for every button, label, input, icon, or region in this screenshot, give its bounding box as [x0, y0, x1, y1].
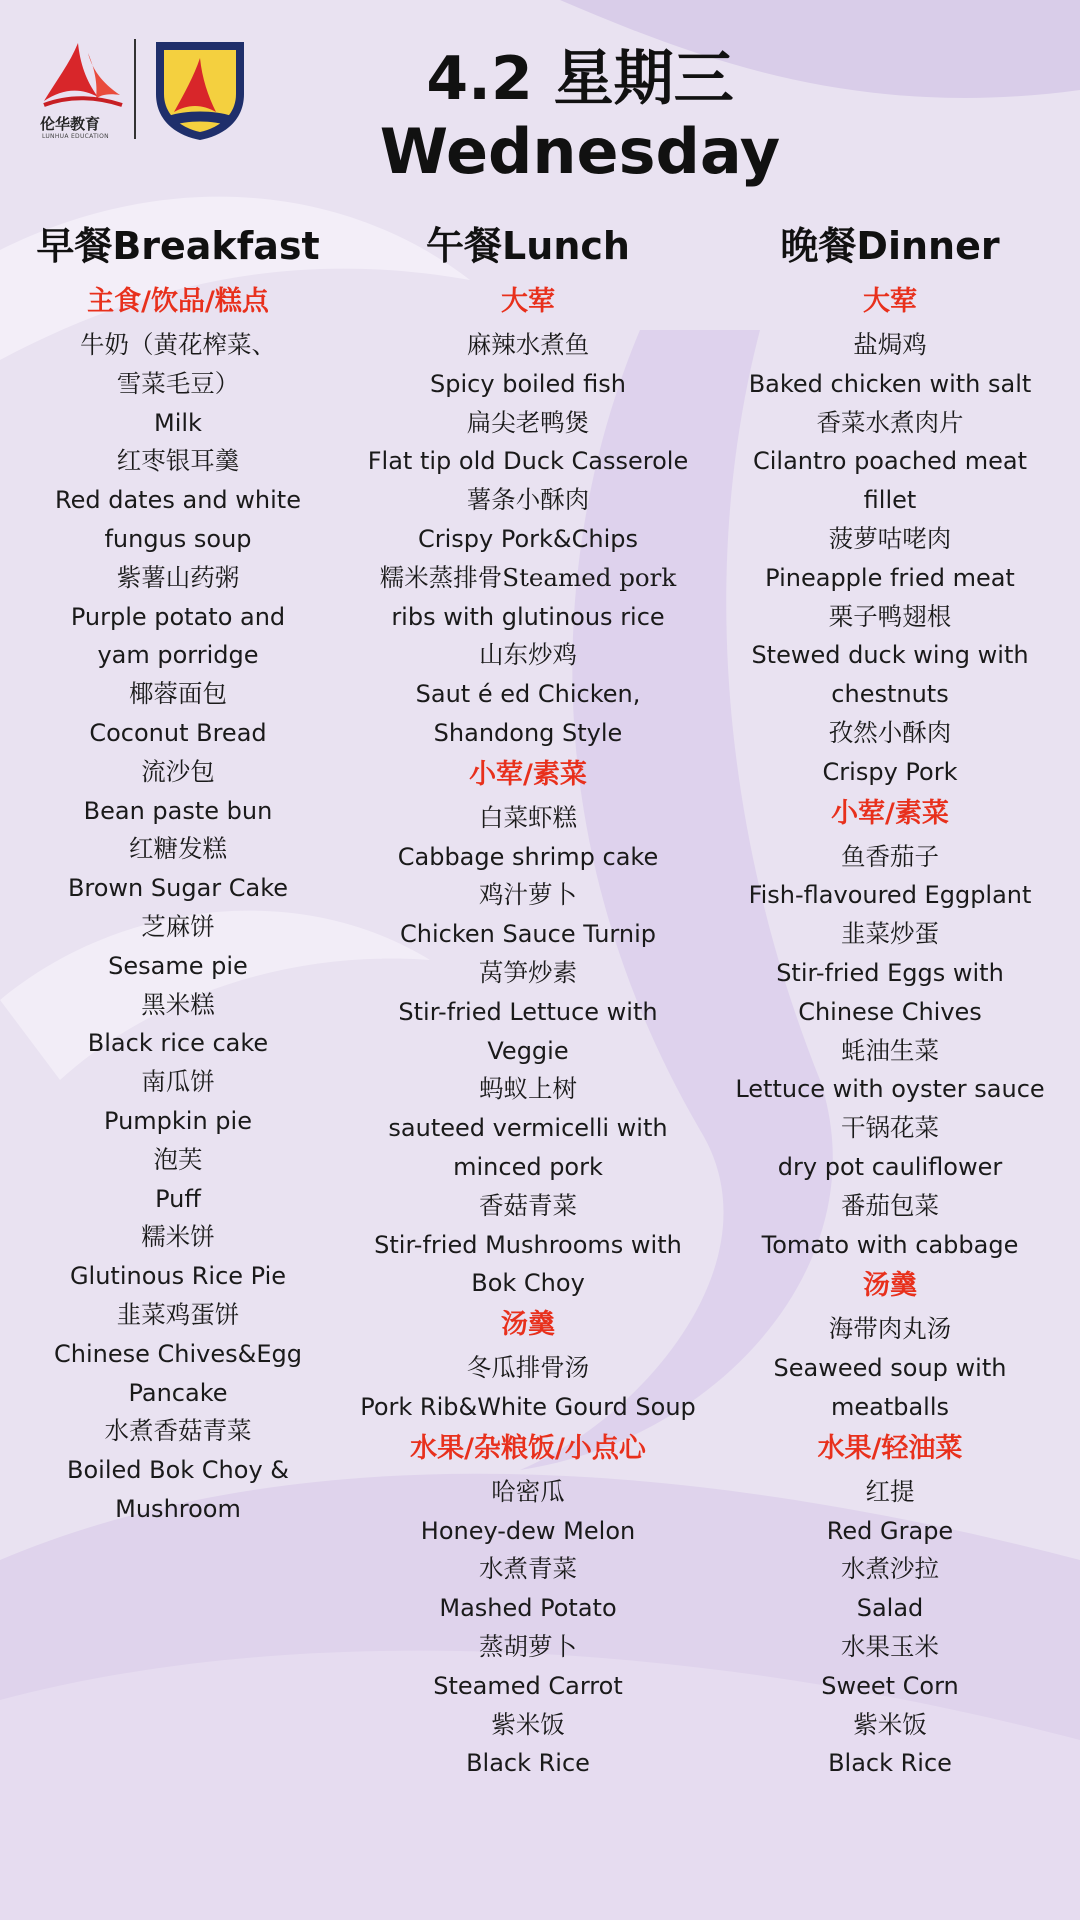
menu-item: Boiled Bok Choy & [67, 1456, 289, 1485]
lunch-title: 午餐Lunch [426, 224, 630, 268]
menu-item: 红提 [865, 1476, 915, 1506]
section-heading: 水果/杂粮饭/小点心 [410, 1432, 646, 1464]
menu-item: 鱼香茄子 [841, 841, 939, 871]
menu-item: 韭菜炒蛋 [841, 919, 939, 949]
menu-item: 牛奶（黄花榨菜、 [80, 330, 276, 359]
menu-item: Chinese Chives&Egg [54, 1339, 302, 1368]
menu-item: 海带肉丸汤 [828, 1314, 952, 1344]
menu-item: 蚂蚁上树 [479, 1074, 577, 1104]
menu-item: Stewed duck wing with [751, 641, 1029, 670]
section-heading: 汤羹 [863, 1270, 917, 1302]
menu-item: Baked chicken with salt [748, 369, 1032, 398]
menu-item: Brown Sugar Cake [67, 874, 289, 903]
menu-item: 香菇青菜 [479, 1190, 577, 1220]
section-heading: 汤羹 [501, 1309, 555, 1341]
menu-item: 雪菜毛豆） [116, 368, 240, 398]
menu-item: 流沙包 [141, 756, 215, 786]
logo-group [40, 36, 250, 142]
menu-item: Red dates and white [55, 486, 301, 515]
menu-item: 盐焗鸡 [853, 330, 927, 359]
section-heading: 小荤/素菜 [469, 758, 587, 790]
menu-item: ribs with glutinous rice [391, 602, 665, 631]
date-title: 4.2 星期三 [426, 44, 734, 114]
menu-item: Shandong Style [433, 718, 623, 747]
menu-item: 白菜虾糕 [479, 802, 577, 832]
menu-item: 哈密瓜 [491, 1476, 565, 1506]
breakfast-title: 早餐Breakfast [36, 224, 320, 268]
breakfast-column [28, 216, 328, 1529]
menu-item: Pumpkin pie [104, 1106, 252, 1135]
menu-item: 麻辣水煮鱼 [466, 330, 590, 359]
menu-item: Honey-dew Melon [420, 1516, 636, 1545]
menu-item: 蒸胡萝卜 [479, 1631, 577, 1661]
menu-item: Seaweed soup with [773, 1354, 1007, 1383]
logo-divider [134, 39, 136, 139]
menu-item: Crispy Pork&Chips [417, 524, 639, 553]
menu-item: Puff [155, 1184, 201, 1213]
menu-item: 红枣银耳羹 [116, 446, 240, 476]
menu-item: Tomato with cabbage [761, 1230, 1019, 1259]
sail-logo-icon [40, 39, 124, 111]
menu-item: 糯米蒸排骨Steamed pork [379, 562, 677, 592]
menu-item: 韭菜鸡蛋饼 [116, 1299, 240, 1329]
page-header [330, 42, 830, 188]
section-heading: 主食/饮品/糕点 [87, 286, 269, 317]
menu-item: Sweet Corn [821, 1671, 959, 1700]
menu-item: Bean paste bun [83, 796, 273, 825]
menu-item: Fish-flavoured Eggplant [748, 881, 1032, 910]
menu-item: fungus soup [104, 524, 252, 553]
school-crest-icon [150, 36, 250, 142]
menu-item: Pineapple fried meat [765, 563, 1015, 592]
menu-item: Bok Choy [471, 1269, 585, 1298]
menu-item: 菠萝咕咾肉 [828, 523, 952, 553]
section-heading: 大荤 [863, 286, 917, 317]
menu-item: Lettuce with oyster sauce [735, 1075, 1045, 1104]
menu-item: 椰蓉面包 [129, 679, 227, 709]
menu-item: Stir-fried Eggs with [776, 958, 1004, 987]
menu-item: Black rice cake [87, 1029, 269, 1058]
menu-item: 扁尖老鸭煲 [466, 407, 590, 437]
menu-item: Stir-fried Lettuce with [398, 997, 658, 1026]
menu-item: Mashed Potato [439, 1594, 617, 1623]
section-heading: 小荤/素菜 [831, 797, 949, 829]
menu-item: 紫米饭 [491, 1709, 565, 1739]
menu-item: Veggie [487, 1036, 569, 1065]
menu-item: 泡芙 [153, 1144, 203, 1174]
menu-item: Glutinous Rice Pie [69, 1262, 287, 1291]
menu-item: 干锅花菜 [841, 1113, 939, 1143]
menu-item: Spicy boiled fish [430, 369, 626, 398]
menu-item: Black Rice [466, 1749, 590, 1778]
menu-item: Purple potato and [70, 602, 286, 631]
menu-item: meatballs [830, 1392, 950, 1421]
menu-item: Milk [154, 408, 202, 437]
menu-item: 冬瓜排骨汤 [466, 1353, 590, 1383]
menu-item: 水果玉米 [841, 1631, 939, 1661]
menu-item: fillet [863, 486, 917, 515]
menu-item: 香菜水煮肉片 [816, 407, 964, 437]
weekday-title: Wednesday [379, 115, 781, 188]
menu-item: Flat tip old Duck Casserole [367, 447, 689, 476]
menu-item: Chicken Sauce Turnip [399, 920, 656, 949]
menu-item: Black Rice [828, 1749, 952, 1778]
menu-item: minced pork [453, 1152, 603, 1181]
menu-item: Steamed Carrot [433, 1671, 623, 1700]
section-heading: 大荤 [501, 286, 555, 317]
brand-name: 伦华教育 [40, 115, 101, 133]
menu-item: Coconut Bread [89, 718, 267, 747]
menu-item: 南瓜饼 [141, 1067, 215, 1097]
menu-item: 水煮沙拉 [841, 1554, 939, 1584]
menu-item: Chinese Chives [798, 997, 982, 1026]
menu-item: 水煮青菜 [479, 1554, 577, 1584]
brand-logo [40, 39, 124, 139]
menu-item: Cilantro poached meat [753, 447, 1027, 476]
menu-item: 水煮香菇青菜 [104, 1416, 252, 1446]
menu-item: 芝麻饼 [141, 911, 215, 941]
menu-item: sauteed vermicelli with [388, 1114, 668, 1143]
menu-item: yam porridge [97, 641, 259, 670]
menu-item: Cabbage shrimp cake [397, 842, 659, 871]
section-heading: 水果/轻油菜 [817, 1432, 963, 1464]
menu-item: 栗子鸭翅根 [828, 601, 952, 631]
lunch-column [318, 216, 738, 1783]
menu-item: 薯条小酥肉 [466, 485, 590, 515]
menu-item: 糯米饼 [141, 1222, 215, 1252]
menu-item: 紫米饭 [853, 1709, 927, 1739]
menu-item: 番茄包菜 [841, 1190, 939, 1220]
menu-item: Mushroom [115, 1494, 241, 1523]
menu-item: Crispy Pork [822, 757, 958, 786]
menu-item: 莴笋炒素 [479, 957, 577, 987]
menu-item: Sesame pie [108, 951, 248, 980]
menu-item: 鸡汁萝卜 [479, 880, 577, 910]
menu-item: 紫薯山药粥 [116, 562, 240, 592]
menu-item: Stir-fried Mushrooms with [374, 1230, 682, 1259]
dinner-column [720, 216, 1060, 1783]
menu-item: Saut é ed Chicken, [415, 680, 641, 709]
menu-item: 孜然小酥肉 [828, 717, 952, 747]
menu-item: Salad [856, 1594, 924, 1623]
brand-subtext: LUNHUA EDUCATION [42, 133, 109, 140]
menu-item: 红糖发糕 [129, 834, 227, 864]
dinner-title: 晚餐Dinner [780, 224, 1000, 268]
menu-item: 黑米糕 [141, 989, 215, 1019]
menu-item: Pancake [128, 1378, 228, 1407]
menu-item: 山东炒鸡 [479, 640, 577, 670]
menu-item: dry pot cauliflower [777, 1152, 1003, 1181]
menu-item: Red Grape [826, 1516, 954, 1545]
menu-item: Pork Rib&White Gourd Soup [360, 1392, 696, 1421]
menu-item: 蚝油生菜 [841, 1035, 939, 1065]
menu-item: chestnuts [831, 680, 949, 709]
